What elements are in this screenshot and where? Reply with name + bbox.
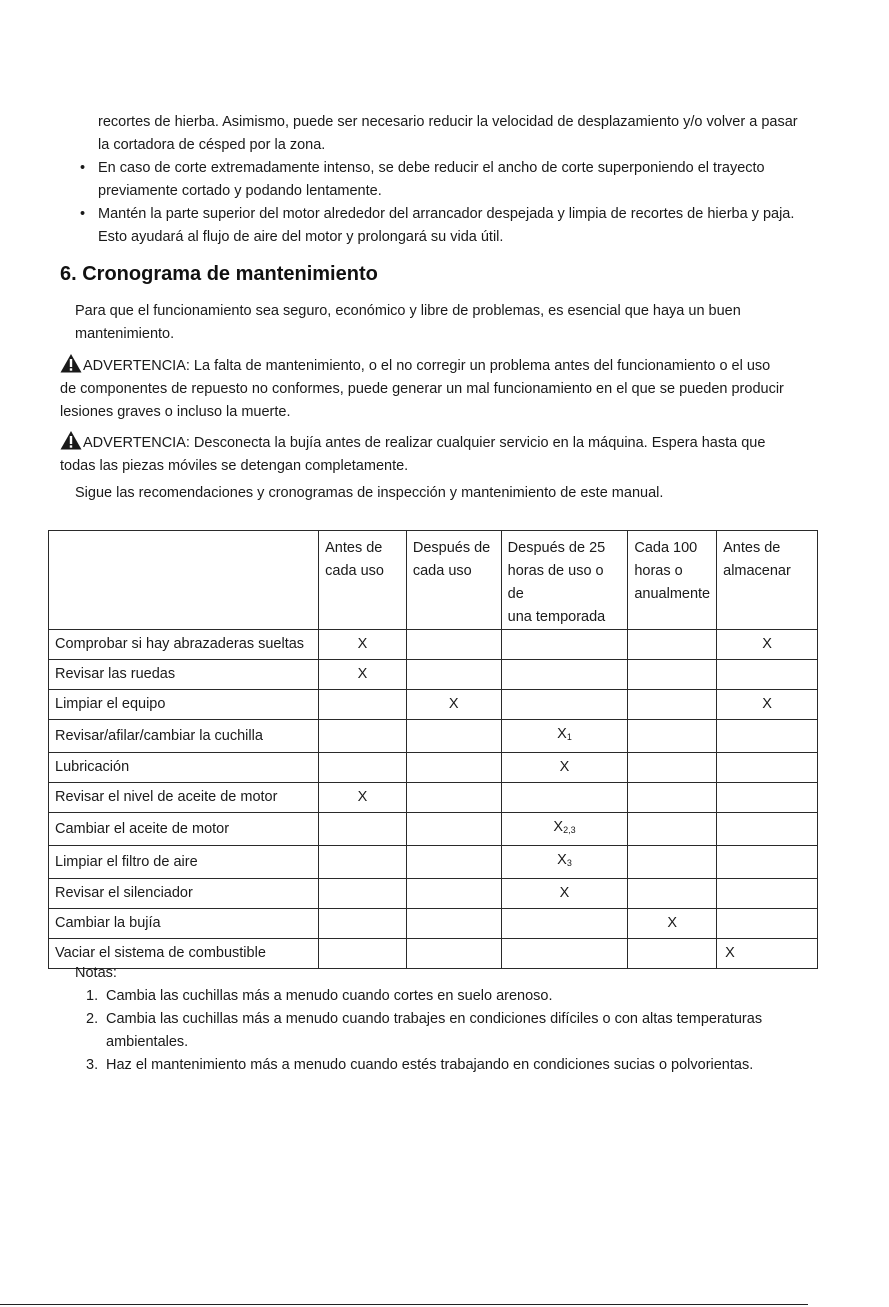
interval-cell	[406, 690, 501, 720]
table-row	[49, 690, 818, 720]
interval-mark: X	[559, 759, 570, 775]
interval-mark: X	[357, 666, 368, 682]
interval-cell	[717, 813, 818, 846]
interval-cell	[319, 813, 407, 846]
follow-recommendations: Sigue las recomendaciones y cronogramas de inspección y mantenimiento de este manual.	[75, 485, 664, 501]
footer-rule	[0, 1304, 808, 1305]
column-header-line: Después de 25	[507, 540, 606, 556]
interval-cell	[628, 690, 717, 720]
interval-mark: X	[553, 819, 564, 835]
interval-cell	[319, 630, 407, 660]
interval-cell	[501, 753, 628, 783]
column-header	[628, 531, 717, 630]
bullet-line: previamente cortado y podando lentamente.	[98, 183, 382, 199]
interval-mark: X	[762, 696, 772, 712]
column-header-line: una temporada	[507, 609, 606, 625]
interval-cell	[717, 630, 818, 660]
interval-cell	[717, 690, 818, 720]
table-row	[49, 630, 818, 660]
note-line: Haz el mantenimiento más a menudo cuando estés trabajando en condiciones sucias o polvorientas.	[106, 1057, 754, 1073]
column-header	[717, 531, 818, 630]
interval-cell	[319, 753, 407, 783]
interval-cell	[319, 783, 407, 813]
interval-cell	[717, 879, 818, 909]
interval-cell	[717, 660, 818, 690]
intro-list	[75, 111, 820, 249]
interval-mark: X	[559, 885, 570, 901]
interval-cell	[501, 630, 628, 660]
interval-mark: X	[557, 726, 567, 742]
intro-line: la cortadora de césped por la zona.	[98, 137, 326, 153]
section-intro	[75, 300, 815, 346]
warning-line: todas las piezas móviles se detengan completamente.	[60, 458, 409, 474]
notes-list	[75, 985, 815, 1077]
table-row	[49, 909, 818, 939]
interval-mark: X	[725, 945, 735, 961]
task-cell: Cambiar el aceite de motor	[49, 813, 319, 846]
column-header-line: Antes de	[325, 540, 383, 556]
note-item	[75, 1054, 815, 1077]
note-reference: 2,3	[563, 825, 576, 835]
interval-cell	[406, 846, 501, 879]
bullet-line: • En caso de corte extremadamente intenso, se debe reducir el ancho de corte superponiendo el trayecto	[98, 160, 765, 176]
column-header-line: horas o	[634, 563, 683, 579]
task-cell: Revisar el silenciador	[49, 879, 319, 909]
table-row	[49, 879, 818, 909]
interval-cell	[717, 846, 818, 879]
note-line: ambientales.	[106, 1034, 189, 1050]
note-line: Cambia las cuchillas más a menudo cuando cortes en suelo arenoso.	[106, 988, 553, 1004]
table-row	[49, 660, 818, 690]
interval-cell	[501, 660, 628, 690]
interval-cell	[628, 660, 717, 690]
warning-line: lesiones graves o incluso la muerte.	[60, 404, 291, 420]
column-header	[319, 531, 407, 630]
interval-cell	[501, 846, 628, 879]
interval-cell	[406, 783, 501, 813]
note-reference: 3	[566, 858, 572, 868]
interval-mark: X	[357, 636, 368, 652]
interval-cell	[501, 909, 628, 939]
interval-cell	[501, 720, 628, 753]
task-cell: Vaciar el sistema de combustible	[49, 939, 319, 969]
interval-cell	[628, 753, 717, 783]
interval-cell	[628, 720, 717, 753]
table-row	[49, 783, 818, 813]
task-cell: Revisar el nivel de aceite de motor	[49, 783, 319, 813]
interval-cell	[406, 753, 501, 783]
warning-triangle-icon	[60, 430, 82, 450]
interval-mark: X	[448, 696, 459, 712]
note-line: Cambia las cuchillas más a menudo cuando trabajes en condiciones difíciles o con altas temperaturas	[106, 1011, 763, 1027]
interval-cell	[628, 846, 717, 879]
warning-paragraph	[60, 430, 815, 478]
intro-bullet	[75, 157, 820, 203]
column-header-line: anualmente	[634, 586, 711, 602]
table-body	[49, 630, 818, 969]
column-header-line: Cada 100	[634, 540, 698, 556]
warning-line: ADVERTENCIA: La falta de mantenimiento, o el no corregir un problema antes del funcionamiento o el uso	[83, 358, 771, 374]
note-item	[75, 1008, 815, 1054]
interval-cell	[628, 879, 717, 909]
interval-cell	[717, 720, 818, 753]
task-column-header	[49, 531, 319, 630]
section-title: 6. Cronograma de mantenimiento	[60, 263, 378, 285]
interval-cell	[319, 720, 407, 753]
column-header-line: cada uso	[325, 563, 384, 579]
task-cell: Revisar las ruedas	[49, 660, 319, 690]
interval-cell	[406, 630, 501, 660]
interval-mark: X	[357, 789, 368, 805]
interval-cell	[628, 630, 717, 660]
table-row	[49, 813, 818, 846]
intro-line: recortes de hierba. Asimismo, puede ser necesario reducir la velocidad de desplazamiento y/o volver a pasar	[98, 114, 798, 130]
note-item	[75, 985, 815, 1008]
task-cell: Revisar/afilar/cambiar la cuchilla	[49, 720, 319, 753]
column-header-line: Antes de	[723, 540, 781, 556]
maintenance-schedule-table	[48, 530, 818, 969]
interval-cell	[406, 879, 501, 909]
task-cell: Lubricación	[49, 753, 319, 783]
interval-cell	[628, 813, 717, 846]
interval-mark: X	[762, 636, 772, 652]
column-header-line: almacenar	[723, 563, 791, 579]
column-header	[501, 531, 628, 630]
interval-cell	[319, 660, 407, 690]
section-intro-line: Para que el funcionamiento sea seguro, económico y libre de problemas, es esencial que haya un buen	[75, 303, 741, 319]
section-intro-line: mantenimiento.	[75, 326, 175, 342]
intro-bullet	[75, 203, 820, 249]
table-row	[49, 720, 818, 753]
warning-paragraph	[60, 353, 815, 424]
interval-cell	[501, 813, 628, 846]
note-number: 2.	[86, 1011, 99, 1027]
interval-cell	[628, 783, 717, 813]
interval-cell	[319, 846, 407, 879]
interval-cell	[406, 909, 501, 939]
interval-cell	[406, 813, 501, 846]
interval-cell	[319, 879, 407, 909]
interval-cell	[501, 783, 628, 813]
task-cell: Limpiar el equipo	[49, 690, 319, 720]
interval-mark: X	[667, 915, 678, 931]
table-header-row	[49, 531, 818, 630]
task-cell: Cambiar la bujía	[49, 909, 319, 939]
interval-cell	[501, 879, 628, 909]
bullet-line: Esto ayudará al flujo de aire del motor y prolongará su vida útil.	[98, 229, 504, 245]
notes-section	[75, 962, 815, 1077]
task-cell: Limpiar el filtro de aire	[49, 846, 319, 879]
column-header-line: cada uso	[412, 563, 472, 579]
note-reference: 1	[566, 732, 572, 742]
warning-triangle-icon	[60, 353, 82, 373]
intro-continuation	[75, 111, 820, 157]
column-header	[406, 531, 501, 630]
note-number: 1.	[86, 988, 99, 1004]
warning-line: de componentes de repuesto no conformes, puede generar un mal funcionamiento en el que se pueden producir	[60, 381, 784, 397]
note-number: 3.	[86, 1057, 99, 1073]
column-header-line: horas de uso o de	[507, 563, 604, 602]
interval-cell	[628, 909, 717, 939]
bullet-line: • Mantén la parte superior del motor alrededor del arrancador despejada y limpia de recortes de hierba y paja.	[98, 206, 795, 222]
interval-cell	[406, 720, 501, 753]
interval-cell	[717, 909, 818, 939]
column-header-line: Después de	[412, 540, 491, 556]
interval-cell	[319, 690, 407, 720]
warning-line: ADVERTENCIA: Desconecta la bujía antes de realizar cualquier servicio en la máquina. Espera hasta que	[83, 435, 766, 451]
table-row	[49, 846, 818, 879]
interval-cell	[717, 783, 818, 813]
notes-heading: Notas:	[75, 965, 117, 981]
task-cell: Comprobar si hay abrazaderas sueltas	[49, 630, 319, 660]
interval-mark: X	[557, 852, 567, 868]
interval-cell	[501, 690, 628, 720]
interval-cell	[406, 660, 501, 690]
table-row	[49, 753, 818, 783]
interval-cell	[319, 909, 407, 939]
interval-cell	[717, 753, 818, 783]
